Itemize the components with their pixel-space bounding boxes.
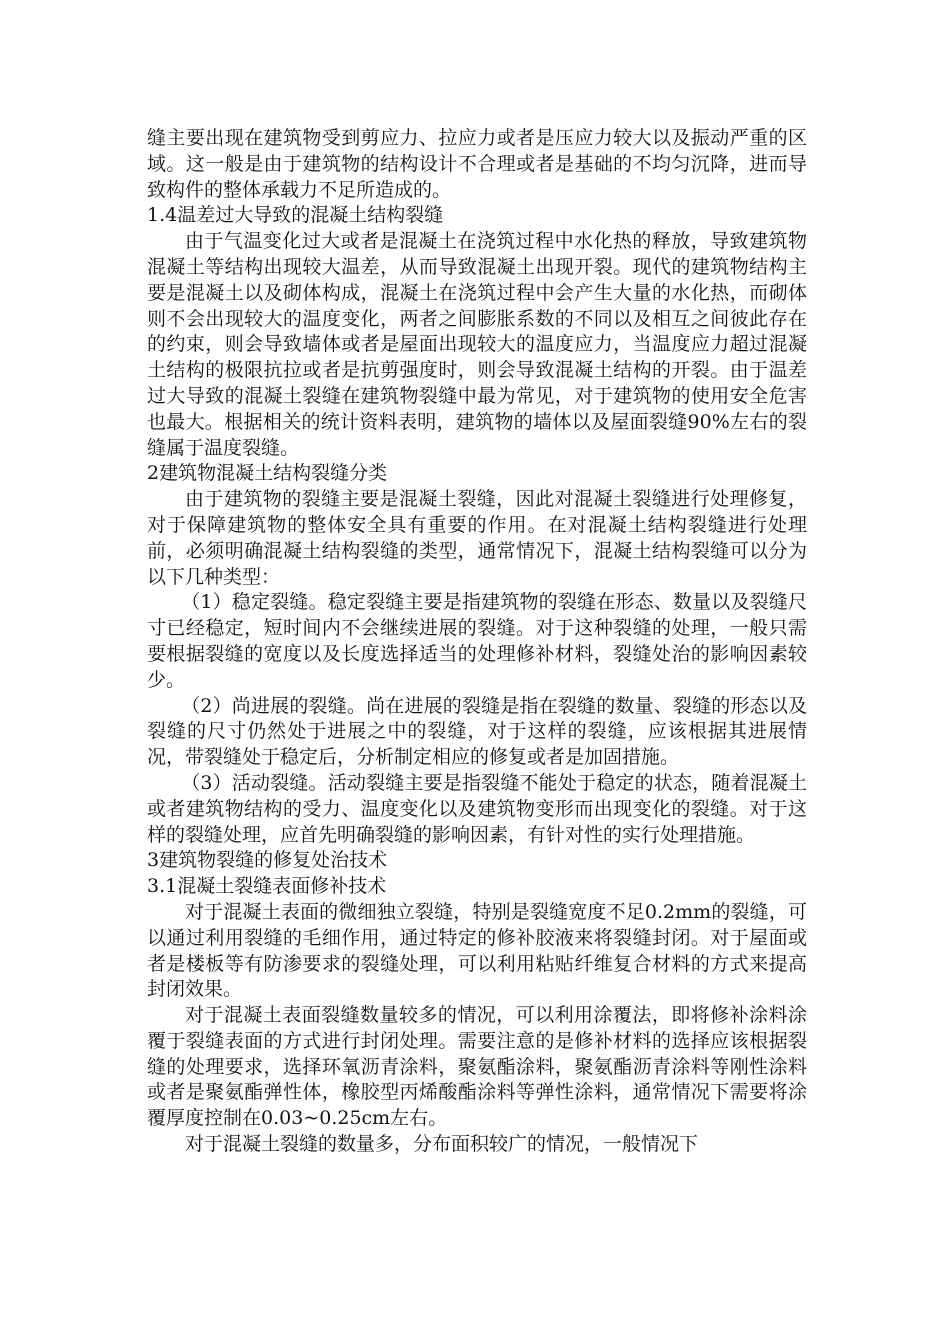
- paragraph-continuation: 缝主要出现在建筑物受到剪应力、拉应力或者是压应力较大以及振动严重的区域。这一般是由于建筑物的结构设计不合理或者是基础的不均匀沉降，进而导致构件的整体承载力不足所造成的。: [147, 127, 807, 201]
- section-heading-3-1: 3.1混凝土裂缝表面修补技术: [147, 875, 387, 898]
- paragraph-fine-cracks: 对于混凝土表面的微细独立裂缝，特别是裂缝宽度不足0.2mm的裂缝，可以通过利用裂缝的毛细作用，通过特定的修补胶液来将裂缝封闭。对于屋面或者是楼板等有防渗要求的裂缝处理，可以利用粘贴纤维复合材料的方式来提高封闭效果。: [147, 900, 807, 1001]
- section-heading-2: 2建筑物混凝土结构裂缝分类: [147, 462, 388, 485]
- section-heading-3: 3建筑物裂缝的修复处治技术: [147, 849, 388, 872]
- paragraph-temperature-cracks: 由于气温变化过大或者是混凝土在浇筑过程中水化热的释放，导致建筑物混凝土等结构出现较大温差，从而导致混凝土出现开裂。现代的建筑物结构主要是混凝土以及砌体构成，混凝土在浇筑过程中会产生大量的水化热，而砌体则不会出现较大的温度变化，两者之间膨胀系数的不同以及相互之间彼此存在的约束，则会导致墙体或者是屋面出现较大的温度应力，当温度应力超过混凝土结构的极限抗拉或者是抗剪强度时，则会导致混凝土结构的开裂。由于温差过大导致的混凝土裂缝在建筑物裂缝中最为常见，对于建筑物的使用安全危害也最大。根据相关的统计资料表明，建筑物的墙体以及屋面裂缝90%左右的裂缝属于温度裂缝。: [147, 230, 807, 459]
- paragraph-classification-intro: 由于建筑物的裂缝主要是混凝土裂缝，因此对混凝土裂缝进行处理修复，对于保障建筑物的整体安全具有重要的作用。在对混凝土结构裂缝进行处理前，必须明确混凝土结构裂缝的类型，通常情况下，混凝土结构裂缝可以分为以下几种类型：: [147, 488, 807, 588]
- document-page: [147, 126, 807, 1158]
- list-item-active-cracks: （3）活动裂缝。活动裂缝主要是指裂缝不能处于稳定的状态，随着混凝土或者建筑物结构的受力、温度变化以及建筑物变形而出现变化的裂缝。对于这样的裂缝处理，应首先明确裂缝的影响因素，有针对性的实行处理措施。: [147, 771, 807, 846]
- paragraph-widespread-cracks: 对于混凝土裂缝的数量多，分布面积较广的情况，一般情况下: [185, 1133, 699, 1156]
- list-item-stable-cracks: （1）稳定裂缝。稳定裂缝主要是指建筑物的裂缝在形态、数量以及裂缝尺寸已经稳定，短时间内不会继续进展的裂缝。对于这种裂缝的处理，一般只需要根据裂缝的宽度以及长度选择适当的处理修补材料，裂缝处治的影响因素较少。: [147, 591, 807, 691]
- section-heading-1-4: 1.4温差过大导致的混凝土结构裂缝: [147, 204, 444, 227]
- list-item-developing-cracks: （2）尚进展的裂缝。尚在进展的裂缝是指在裂缝的数量、裂缝的形态以及裂缝的尺寸仍然处于进展之中的裂缝，对于这样的裂缝，应该根据其进展情况，带裂缝处于稳定后，分析制定相应的修复或者是加固措施。: [147, 694, 807, 769]
- paragraph-coating-method: 对于混凝土表面裂缝数量较多的情况，可以利用涂覆法，即将修补涂料涂覆于裂缝表面的方式进行封闭处理。需要注意的是修补材料的选择应该根据裂缝的处理要求，选择环氧沥青涂料，聚氨酯涂料，聚氨酯沥青涂料等刚性涂料或者是聚氨酯弹性体，橡胶型丙烯酸酯涂料等弹性涂料，通常情况下需要将涂覆厚度控制在0.03~0.25cm左右。: [147, 1004, 807, 1130]
